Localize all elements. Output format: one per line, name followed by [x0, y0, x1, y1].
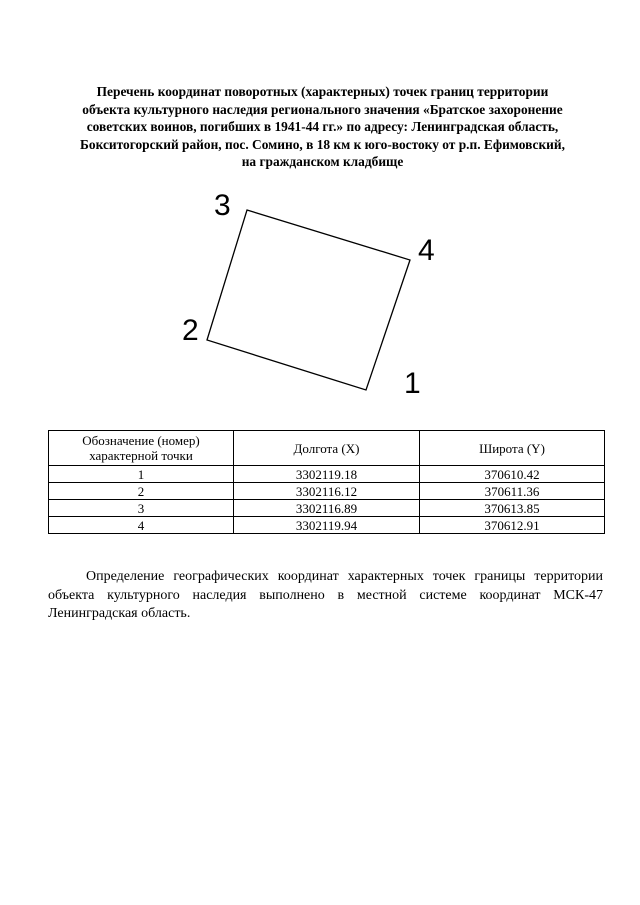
boundary-plan: [170, 188, 460, 408]
point-label-1: 1: [404, 367, 421, 400]
cell-y: 370613.85: [420, 500, 605, 517]
point-label-4: 4: [418, 234, 435, 267]
cell-x: 3302119.94: [234, 517, 420, 534]
cell-y: 370610.42: [420, 466, 605, 483]
title-line: советских воинов, погибших в 1941-44 гг.» по адресу: Ленинградская область,: [86, 119, 559, 134]
cell-x: 3302116.12: [234, 483, 420, 500]
header-latitude: Широта (Y): [420, 431, 605, 466]
cell-point: 1: [49, 466, 234, 483]
cell-y: 370611.36: [420, 483, 605, 500]
cell-y: 370612.91: [420, 517, 605, 534]
table-row: [49, 517, 605, 534]
coordinate-system-note: Определение географических координат характерных точек границы территории объекта культурного наследия выполнено в местной системе координат МСК-47 Ленинградская область.: [48, 569, 603, 621]
title-line: Перечень координат поворотных (характерных) точек границ территории: [96, 84, 549, 99]
header-point-designation: Обозначение (номер) характерной точки: [49, 431, 234, 466]
cell-point: 3: [49, 500, 234, 517]
title-line: Бокситогорский район, пос. Сомино, в 18 км к юго-востоку от р.п. Ефимовский,: [80, 136, 565, 152]
coordinates-table: [48, 430, 605, 534]
cell-point: 4: [49, 517, 234, 534]
cell-point: 2: [49, 483, 234, 500]
table-row: [49, 483, 605, 500]
cell-x: 3302119.18: [234, 466, 420, 483]
boundary-polygon: [207, 210, 410, 390]
point-label-2: 2: [182, 314, 199, 347]
table-header-row: [49, 431, 605, 466]
title-line: на гражданском кладбище: [241, 154, 404, 169]
document-title: [40, 83, 605, 171]
title-line: объекта культурного наследия регионального значения «Братское захоронение: [82, 101, 563, 117]
point-label-3: 3: [214, 189, 231, 222]
cell-x: 3302116.89: [234, 500, 420, 517]
header-longitude: Долгота (X): [234, 431, 420, 466]
table-row: [49, 500, 605, 517]
table-row: [49, 466, 605, 483]
